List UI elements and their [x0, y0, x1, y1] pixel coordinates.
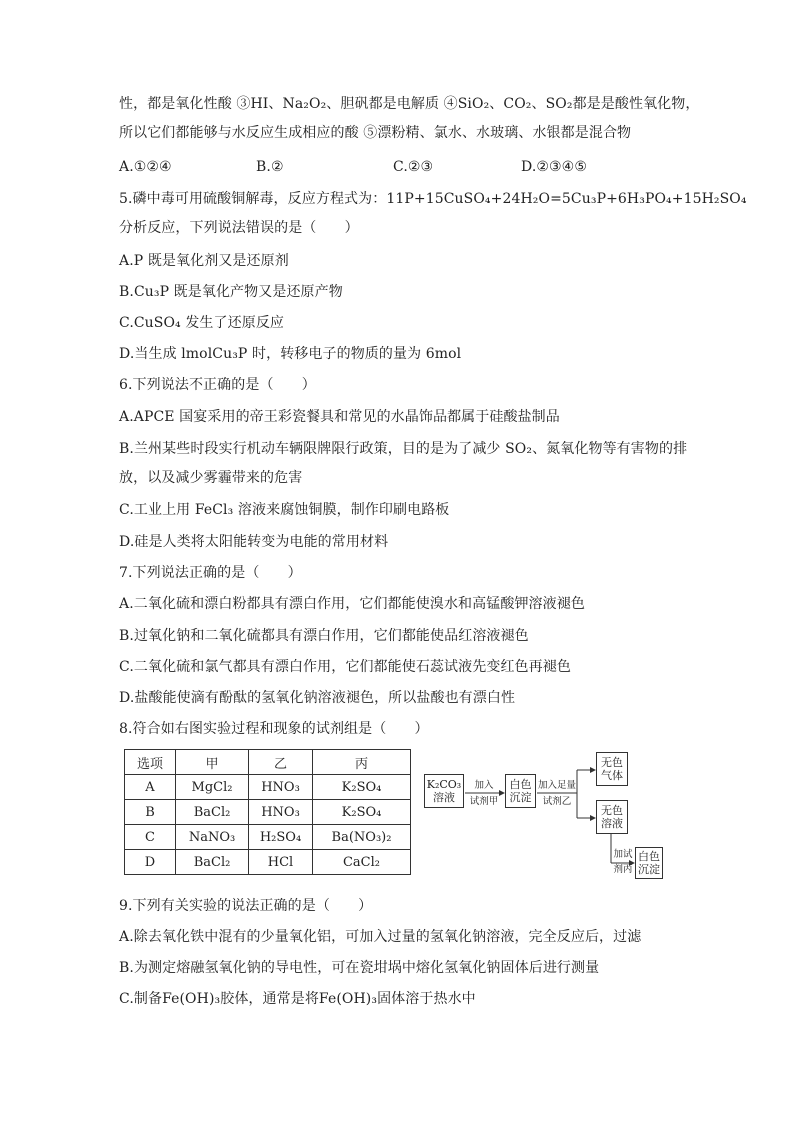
q8-stem: 8.符合如右图实验过程和现象的试剂组是（ ）: [119, 721, 429, 737]
box-text: 气体: [601, 769, 623, 782]
arrow-label: 加试: [613, 849, 633, 860]
option-d: D.②③④⑤: [521, 159, 587, 175]
table-cell: MgCl₂: [176, 775, 249, 800]
q9-option-a: A.除去氧化铁中混有的少量氧化铝，可加入过量的氢氧化钠溶液，完全反应后，过滤: [119, 929, 642, 945]
table-header-row: [125, 750, 411, 775]
q9-option-c: C.制备Fe(OH)₃胶体，通常是将Fe(OH)₃固体溶于热水中: [119, 991, 476, 1007]
q7-stem: 7.下列说法正确的是（ ）: [119, 565, 302, 581]
q5-option-d: D.当生成 lmolCu₃P 时，转移电子的物质的量为 6mol: [119, 346, 462, 362]
q5-option-a: A.P 既是氧化剂又是还原剂: [119, 253, 289, 269]
q5-option-b: B.Cu₃P 既是氧化产物又是还原产物: [119, 284, 343, 300]
q9-option-b: B.为测定熔融氢氧化钠的导电性，可在瓷坩埚中熔化氢氧化钠固体后进行测量: [119, 960, 600, 976]
q7-option-c: C.二氧化硫和氯气都具有漂白作用，它们都能使石蕊试液先变红色再褪色: [119, 659, 571, 675]
box-text: 无色: [601, 756, 623, 769]
table-row: [125, 850, 411, 875]
option-a: A.①②④: [119, 159, 172, 175]
table-cell: HNO₃: [249, 800, 313, 825]
q7-option-b: B.过氧化钠和二氧化硫都具有漂白作用，它们都能使品红溶液褪色: [119, 628, 529, 644]
table-cell: CaCl₂: [313, 850, 411, 875]
experiment-flow-diagram: [424, 752, 674, 882]
box-text: 沉淀: [509, 791, 532, 804]
q6-stem: 6.下列说法不正确的是（ ）: [119, 377, 316, 393]
option-b: B.②: [256, 159, 284, 175]
q6-option-c: C.工业上用 FeCl₃ 溶液来腐蚀铜膜，制作印刷电路板: [119, 502, 450, 518]
k2co3-solution-box: [424, 774, 464, 808]
q6-option-d: D.硅是人类将太阳能转变为电能的常用材料: [119, 534, 389, 550]
q7-option-d: D.盐酸能使滴有酚酞的氢氧化钠溶液褪色，所以盐酸也有漂白性: [119, 690, 516, 706]
table-cell: K₂SO₄: [313, 800, 411, 825]
table-header: 甲: [176, 750, 249, 775]
table-row: [125, 775, 411, 800]
table-header: 选项: [125, 750, 176, 775]
q6-option-b: B.兰州某些时段实行机动车辆限牌限行政策，目的是为了减少 SO₂、氮氧化物等有害物的排: [119, 441, 688, 457]
table-cell: H₂SO₄: [249, 825, 313, 850]
q9-stem: 9.下列有关实验的说法正确的是（ ）: [119, 898, 373, 914]
box-text: 白色: [509, 778, 532, 791]
colorless-solution-box: [596, 800, 628, 834]
reagent-table: [124, 749, 411, 875]
box-text: 白色: [638, 850, 660, 863]
q5-option-c: C.CuSO₄ 发生了还原反应: [119, 315, 285, 331]
arrow-label: 剂丙: [613, 864, 633, 875]
table-cell: HNO₃: [249, 775, 313, 800]
table-cell: HCl: [249, 850, 313, 875]
white-precipitate-box: [505, 774, 536, 808]
table-cell: BaCl₂: [176, 800, 249, 825]
table-row: [125, 800, 411, 825]
table-cell: K₂SO₄: [313, 775, 411, 800]
arrow-label: 加入足量: [537, 780, 576, 791]
option-c: C.②③: [393, 159, 434, 175]
colorless-gas-box: [596, 752, 628, 786]
q5-stem: 5.磷中毒可用硫酸铜解毒，反应方程式为：11P+15CuSO₄+24H₂O=5Cu₃P+6H₃PO₄+15H₂SO₄: [119, 191, 747, 207]
box-text: K₂CO₃: [426, 778, 462, 791]
box-text: 溶液: [601, 817, 623, 830]
q4-options: [119, 157, 587, 177]
box-text: 无色: [601, 804, 623, 817]
table-cell: B: [125, 800, 176, 825]
table-header: 丙: [313, 750, 411, 775]
arrow-label: 试剂乙: [542, 796, 572, 807]
table-cell: NaNO₃: [176, 825, 249, 850]
box-text: 沉淀: [638, 863, 660, 876]
box-text: 溶液: [433, 791, 455, 804]
table-row: [125, 825, 411, 850]
table-header: 乙: [249, 750, 313, 775]
q5-stem-2: 分析反应，下列说法错误的是（ ）: [119, 220, 359, 236]
table-cell: BaCl₂: [176, 850, 249, 875]
text-line: 所以它们都能够与水反应生成相应的酸 ⑤漂粉精、氯水、水玻璃、水银都是混合物: [119, 125, 632, 141]
q6-option-a: A.APCE 国宴采用的帝王彩瓷餐具和常见的水晶饰品都属于硅酸盐制品: [119, 409, 560, 425]
table-cell: C: [125, 825, 176, 850]
text-line: 性，都是氧化性酸 ③HI、Na₂O₂、胆矾都是电解质 ④SiO₂、CO₂、SO₂都是是酸性氧化物，: [119, 96, 700, 112]
table-cell: A: [125, 775, 176, 800]
q7-option-a: A.二氧化硫和漂白粉都具有漂白作用，它们都能使溴水和高锰酸钾溶液褪色: [119, 596, 585, 612]
final-precipitate-box: [635, 847, 663, 879]
table-cell: D: [125, 850, 176, 875]
arrow-label: 试剂甲: [469, 796, 499, 807]
table-cell: Ba(NO₃)₂: [313, 825, 411, 850]
q6-option-b-cont: 放，以及减少雾霾带来的危害: [119, 470, 303, 486]
arrow-label: 加入: [474, 780, 494, 791]
